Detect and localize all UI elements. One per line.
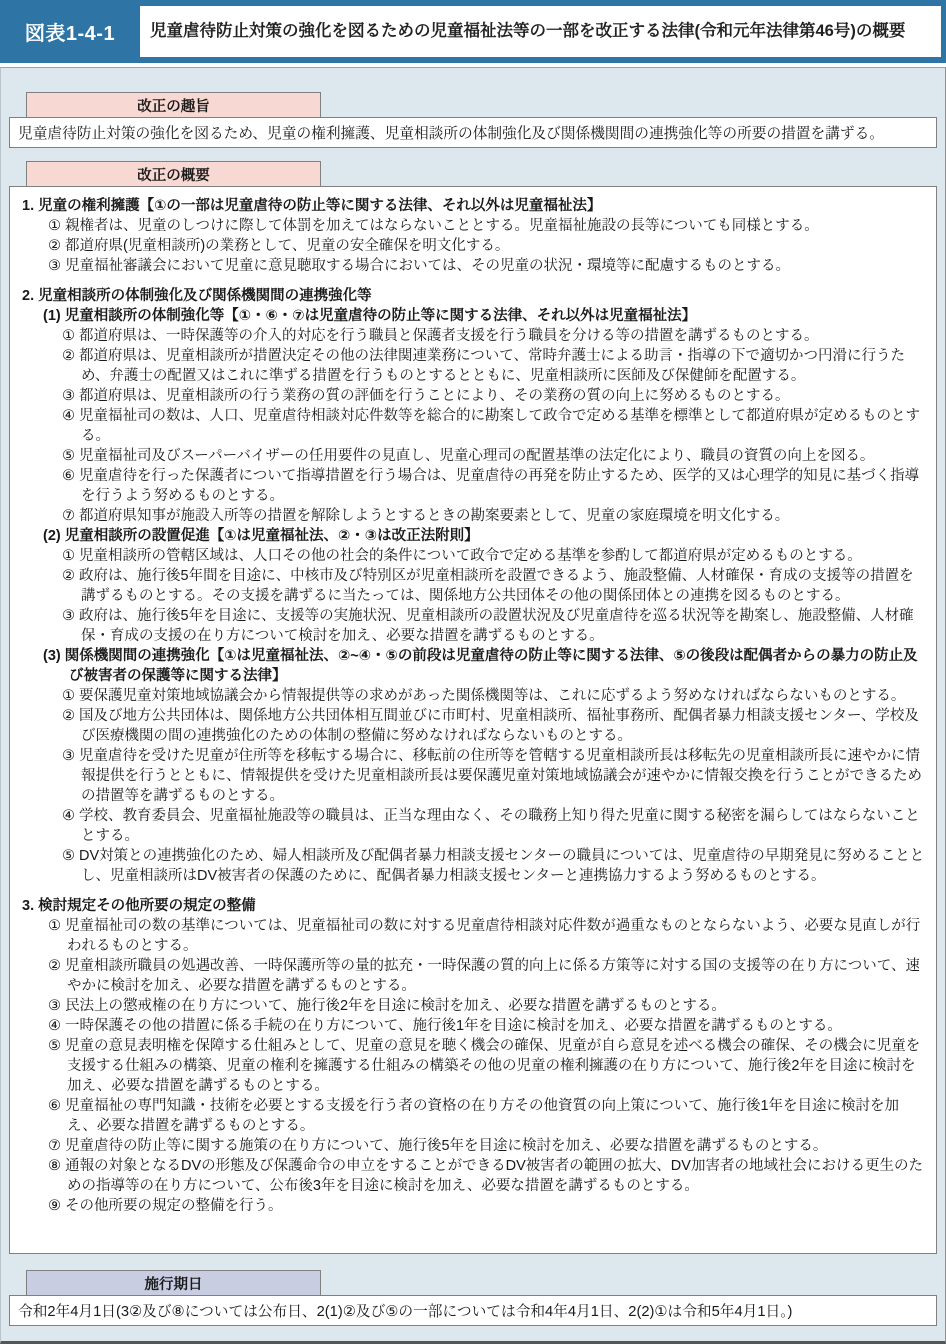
section-heading: 2. 児童相談所の体制強化及び関係機関間の連携強化等 [22,288,372,304]
section-heading: 3. 検討規定その他所要の規定の整備 [22,898,256,914]
overview-item: ① 児童相談所の管轄区域は、人口その他の社会的条件について政令で定める基準を参酌して都道府県が定めるものとする。 [62,548,862,564]
subsection-heading: (3) 関係機関間の連携強化【①は児童福祉法、②~④・⑤の前段は児童虐待の防止等に関する法律、⑤の後段は配偶者からの暴力の防止及び被害者の保護等に関する法律】 [43,648,918,684]
overview-item: ③ 児童虐待を受けた児童が住所等を移転する場合に、移転前の住所等を管轄する児童相談所長は移転先の児童相談所長に速やかに情報提供を行うとともに、情報提供を受けた児童相談所長は要保護児童対策地域協議会が速やかに情報交換を行うことができるための措置等を講ずるものとする。 [62,748,922,804]
subsection-heading: (1) 児童相談所の体制強化等【①・⑥・⑦は児童虐待の防止等に関する法律、それ以外は児童福祉法】 [43,308,697,324]
overview-section [22,896,926,1216]
overview-item: ② 国及び地方公共団体は、関係地方公共団体相互間並びに市町村、児童相談所、福祉事務所、配偶者暴力相談支援センター、学校及び医療機関の間の連携強化のための体制の整備に努めなければならないものとする。 [62,708,919,744]
purpose-box [9,117,937,148]
overview-item: ② 児童相談所職員の処遇改善、一時保護所等の量的拡充・一時保護の質的向上に係る方策等に対する国の支援等の在り方について、速やかに検討を加え、必要な措置を講ずるものとする。 [48,958,920,994]
overview-section [22,286,926,886]
overview-item: ⑥ 児童虐待を行った保護者について指導措置を行う場合は、児童虐待の再発を防止するため、医学的又は心理学的知見に基づく指導を行うよう努めるものとする。 [62,468,920,504]
overview-item: ③ 民法上の懲戒権の在り方について、施行後2年を目途に検討を加え、必要な措置を講ずるものとする。 [48,998,726,1014]
overview-item: ⑤ DV対策との連携強化のため、婦人相談所及び配偶者暴力相談支援センターの職員については、児童虐待の早期発見に努めることとし、児童相談所はDV被害者の保護のために、配偶者暴力相談支援センターと連携協力するよう努めるものとする。 [62,848,925,884]
overview-item: ⑦ 都道府県知事が施設入所等の措置を解除しようとするときの勘案要素として、児童の家庭環境を明文化する。 [62,508,790,524]
overview-item: ③ 児童福祉審議会において児童に意見聴取する場合においては、その児童の状況・環境等に配慮するものとする。 [48,258,791,274]
overview-section [22,196,926,276]
overview-item: ④ 一時保護その他の措置に係る手続の在り方について、施行後1年を目途に検討を加え、必要な措置を講ずるものとする。 [48,1018,842,1034]
overview-item: ⑦ 児童虐待の防止等に関する施策の在り方について、施行後5年を目途に検討を加え、必要な措置を講ずるものとする。 [48,1138,828,1154]
overview-item: ⑤ 児童の意見表明権を保障する仕組みとして、児童の意見を聴く機会の確保、児童が自ら意見を述べる機会の確保、その機会に児童を支援する仕組みの構築、児童の権利を擁護する仕組みの構築その他の児童の権利擁護の在り方について、施行後2年を目途に検討を加え、必要な措置を講ずるものとする。 [48,1038,921,1094]
overview-item: ② 政府は、施行後5年間を目途に、中核市及び特別区が児童相談所を設置できるよう、施設整備、人材確保・育成の支援等の措置を講ずるものとする。その支援を講ずるに当たっては、関係地方公共団体その他の関係団体との連携を図るものとする。 [62,568,914,604]
figure-body [0,67,946,1344]
figure-number-label: 図表1-4-1 [24,23,116,45]
overview-item: ⑨ その他所要の規定の整備を行う。 [48,1198,283,1214]
overview-item: ④ 児童福祉司の数は、人口、児童虐待相談対応件数等を総合的に勘案して政令で定める基準を標準として都道府県が定めるものとする。 [62,408,921,444]
overview-item: ⑤ 児童福祉司及びスーパーバイザーの任用要件の見直し、児童心理司の配置基準の法定化により、職員の資質の向上を図る。 [62,448,875,464]
overview-item: ② 都道府県(児童相談所)の業務として、児童の安全確保を明文化する。 [48,238,510,254]
overview-item: ① 児童福祉司の数の基準については、児童福祉司の数に対する児童虐待相談対応件数が過重なものとならないよう、必要な見直しが行われるものとする。 [48,918,921,954]
overview-item: ⑥ 児童福祉の専門知識・技術を必要とする支援を行う者の資格の在り方その他資質の向上策について、施行後1年を目途に検討を加え、必要な措置を講ずるものとする。 [48,1098,900,1134]
overview-item: ⑧ 通報の対象となるDVの形態及び保護命令の申立をすることができるDV被害者の範囲の拡大、DV加害者の地域社会における更生のための指導等の在り方について、公布後3年を目途に検討を加え、必要な措置を講ずるものとする。 [48,1158,923,1194]
purpose-section-label: 改正の趣旨 [26,92,321,118]
overview-item: ① 都道府県は、一時保護等の介入的対応を行う職員と保護者支援を行う職員を分ける等の措置を講ずるものとする。 [62,328,819,344]
overview-box [9,186,937,1254]
overview-item: ① 要保護児童対策地域協議会から情報提供等の求めがあった関係機関等は、これに応ずるよう努めなければならないものとする。 [62,688,906,704]
enforcement-text: 令和2年4月1日(3②及び⑧については公布日、2(1)②及び⑤の一部については令和4年4月1日、2(2)①は令和5年4月1日。) [18,1304,793,1320]
figure-title: 児童虐待防止対策の強化を図るための児童福祉法等の一部を改正する法律(令和元年法律第46号)の概要 [150,21,906,40]
figure-header [0,0,946,63]
overview-item: ③ 政府は、施行後5年を目途に、支援等の実施状況、児童相談所の設置状況及び児童虐待を巡る状況等を勘案し、施設整備、人材確保・育成の支援の在り方について検討を加え、必要な措置を講ずるものとする。 [62,608,914,644]
figure-title-box [140,6,941,57]
overview-item: ③ 都道府県は、児童相談所の行う業務の質の評価を行うことにより、その業務の質の向上に努めるものとする。 [62,388,790,404]
subsection-heading: (2) 児童相談所の設置促進【①は児童福祉法、②・③は改正法附則】 [43,528,479,544]
overview-item: ② 都道府県は、児童相談所が措置決定その他の法律関連業務について、常時弁護士による助言・指導の下で適切かつ円滑に行うため、弁護士の配置又はこれに準ずる措置を行うものとするとともに、児童相談所に医師及び保健師を配置する。 [62,348,905,384]
enforcement-section-label: 施行期日 [26,1270,321,1296]
enforcement-box [9,1295,937,1326]
purpose-text: 児童虐待防止対策の強化を図るため、児童の権利擁護、児童相談所の体制強化及び関係機関間の連携強化等の所要の措置を講ずる。 [18,126,884,142]
overview-section-label: 改正の概要 [26,161,321,187]
overview-item: ① 親権者は、児童のしつけに際して体罰を加えてはならないこととする。児童福祉施設の長等についても同様とする。 [48,218,819,234]
section-heading: 1. 児童の権利擁護【①の一部は児童虐待の防止等に関する法律、それ以外は児童福祉法】 [22,198,602,214]
overview-item: ④ 学校、教育委員会、児童福祉施設等の職員は、正当な理由なく、その職務上知り得た児童に関する秘密を漏らしてはならないこととする。 [62,808,920,844]
